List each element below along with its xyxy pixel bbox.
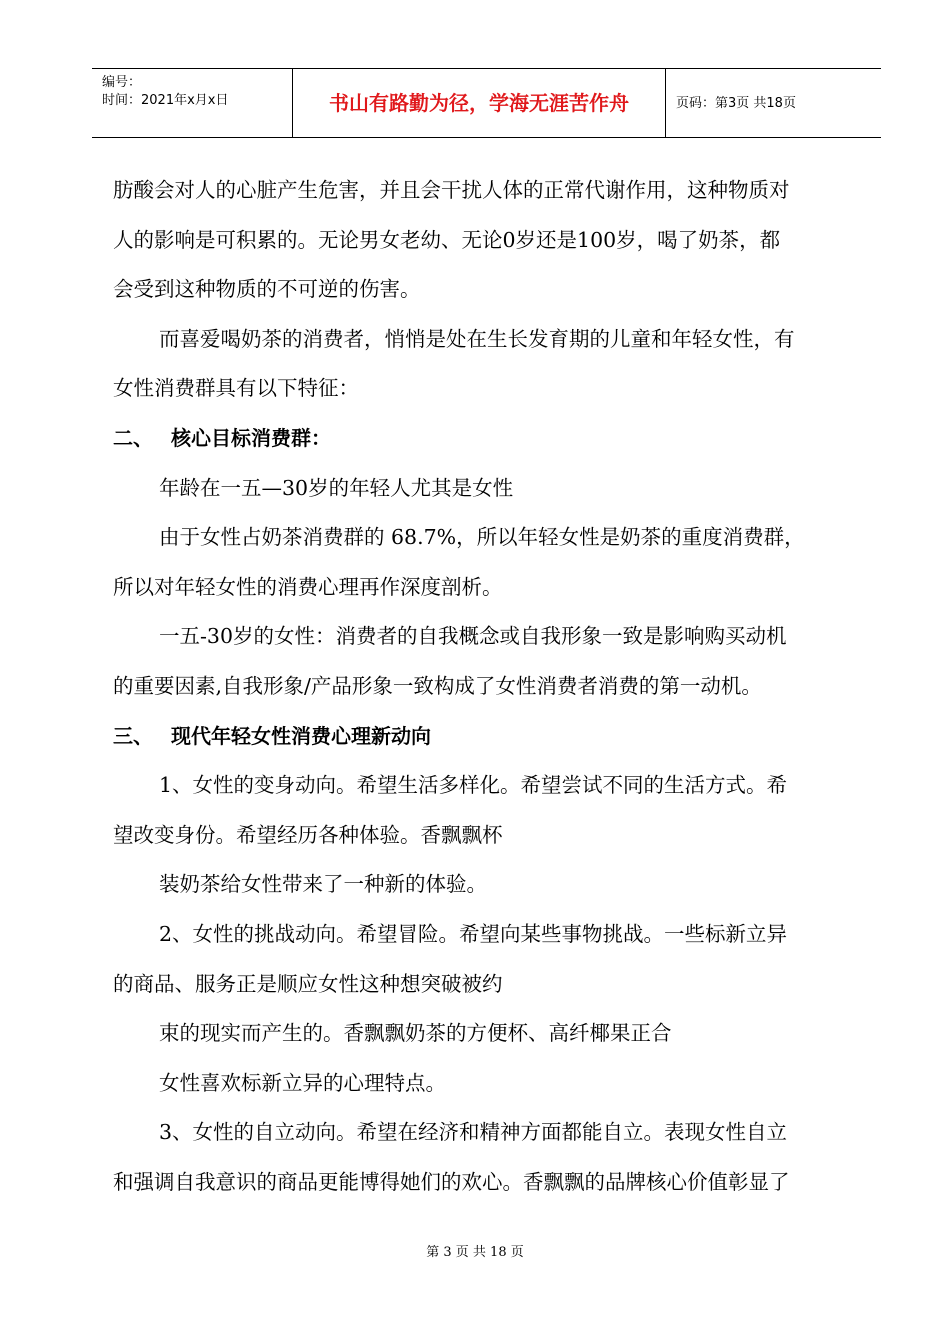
paragraph-line: 由于女性占奶茶消费群的 68.7%，所以年轻女性是奶茶的重度消费群， bbox=[159, 525, 805, 550]
motto-text: 书山有路勤为径，学海无涯苦作舟 bbox=[329, 91, 629, 115]
paragraph-line: 人的影响是可积累的。无论男女老幼、无论0岁还是100岁，喝了奶茶，都 bbox=[113, 227, 781, 252]
paragraph-line: 女性喜欢标新立异的心理特点。 bbox=[159, 1070, 446, 1095]
header-meta-cell bbox=[92, 69, 293, 137]
paragraph-line: 2、女性的挑战动向。希望冒险。希望向某些事物挑战。一些标新立异 bbox=[159, 921, 788, 946]
paragraph-line: 束的现实而产生的。香飘飘奶茶的方便杯、高纤椰果正合 bbox=[159, 1021, 672, 1046]
section-number: 二、 bbox=[113, 425, 153, 450]
section-number: 三、 bbox=[113, 723, 153, 748]
paragraph-line: 女性消费群具有以下特征： bbox=[113, 376, 359, 401]
paragraph-line: 装奶茶给女性带来了一种新的体验。 bbox=[159, 872, 487, 897]
section-title: 核心目标消费群： bbox=[171, 425, 331, 450]
paragraph-line: 望改变身份。希望经历各种体验。香飘飘杯 bbox=[113, 822, 503, 847]
time-label: 时间：2021年x月x日 bbox=[102, 93, 229, 108]
page-info: 页码：第3页 共18页 bbox=[676, 96, 796, 111]
section-title: 现代年轻女性消费心理新动向 bbox=[171, 723, 431, 748]
paragraph-line: 年龄在一五—30岁的年轻人尤其是女性 bbox=[159, 475, 514, 500]
paragraph-line: 3、女性的自立动向。希望在经济和精神方面都能自立。表现女性自立 bbox=[159, 1120, 788, 1145]
paragraph-line: 而喜爱喝奶茶的消费者，悄悄是处在生长发育期的儿童和年轻女性，有 bbox=[159, 326, 795, 351]
paragraph-line: 的商品、服务正是顺应女性这种想突破被约 bbox=[113, 971, 503, 996]
section-heading bbox=[113, 712, 863, 762]
document-body bbox=[113, 166, 863, 1207]
paragraph-line: 一五-30岁的女性：消费者的自我概念或自我形象一致是影响购买动机 bbox=[159, 624, 787, 649]
header-motto-cell bbox=[293, 69, 666, 137]
code-label: 编号： bbox=[102, 75, 142, 90]
header-page-cell bbox=[666, 69, 881, 137]
paragraph-line: 和强调自我意识的商品更能博得她们的欢心。香飘飘的品牌核心价值彰显了 bbox=[113, 1169, 790, 1194]
section-heading bbox=[113, 414, 863, 464]
page-header bbox=[92, 68, 881, 138]
paragraph-line: 会受到这种物质的不可逆的伤害。 bbox=[113, 277, 421, 302]
paragraph-line: 的重要因素,自我形象/产品形象一致构成了女性消费者消费的第一动机。 bbox=[113, 673, 762, 698]
paragraph-line: 肪酸会对人的心脏产生危害，并且会干扰人体的正常代谢作用，这种物质对 bbox=[113, 178, 790, 202]
paragraph-line: 1、女性的变身动向。希望生活多样化。希望尝试不同的生活方式。希 bbox=[159, 773, 788, 798]
page-footer: 第 3 页 共 18 页 bbox=[426, 1245, 524, 1260]
paragraph-line: 所以对年轻女性的消费心理再作深度剖析。 bbox=[113, 574, 503, 599]
